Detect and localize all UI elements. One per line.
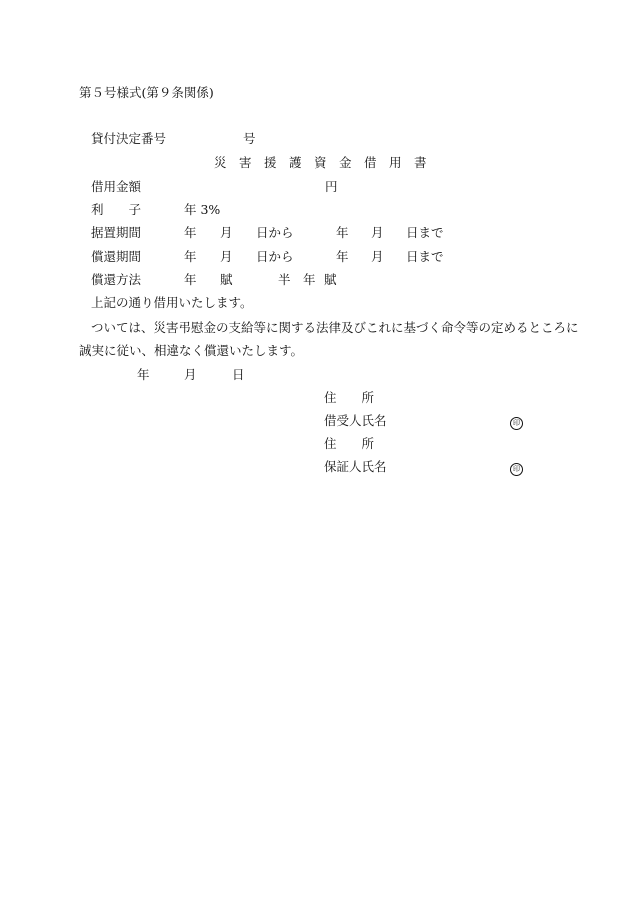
document-title: 災 害 援 護 資 金 借 用 書 [214,155,427,170]
repay-year2: 年 [336,249,349,264]
amount-label: 借用金額 [91,179,142,194]
interest-label: 利 子 [91,202,142,217]
repay-from: 日から [256,249,294,264]
borrower-address-label: 住 所 [324,390,375,405]
borrower-seal-mark [510,415,523,430]
seal-icon: 印 [510,417,523,430]
guarantor-address-label: 住 所 [324,436,375,451]
grace-month2: 月 [371,225,384,240]
repay-method-label: 償還方法 [91,272,142,287]
interest-value: 年 3% [184,202,221,217]
loan-number-label: 貸付決定番号 [91,131,167,146]
body-line-3: 誠実に従い、相違なく償還いたします。 [79,343,304,358]
repay-year: 年 [184,249,197,264]
loan-number-suffix: 号 [243,131,256,146]
repay-until: 日まで [406,249,444,264]
repay-method-fu: 賦 [220,272,233,287]
repay-method-half: 半 年 [278,272,316,287]
grace-until: 日まで [406,225,444,240]
grace-month: 月 [220,225,233,240]
grace-year: 年 [184,225,197,240]
date-day: 日 [232,367,245,382]
seal-icon: 印 [510,463,523,476]
body-line-1: 上記の通り借用いたします。 [91,295,253,310]
guarantor-seal-mark [510,461,523,476]
grace-period-label: 据置期間 [91,225,142,240]
repay-period-label: 償還期間 [91,249,142,264]
borrower-name-label: 借受人氏名 [324,413,387,428]
grace-year2: 年 [336,225,349,240]
repay-method-year: 年 [184,272,197,287]
grace-from: 日から [256,225,294,240]
repay-method-fu2: 賦 [324,272,337,287]
repay-month2: 月 [371,249,384,264]
amount-unit: 円 [325,179,338,194]
repay-month: 月 [220,249,233,264]
date-month: 月 [184,367,197,382]
body-line-2: ついては、災害弔慰金の支給等に関する法律及びこれに基づく命令等の定めるところに [91,320,579,335]
date-year: 年 [137,367,150,382]
form-number: 第５号様式(第９条関係) [79,85,214,100]
guarantor-name-label: 保証人氏名 [324,459,387,474]
